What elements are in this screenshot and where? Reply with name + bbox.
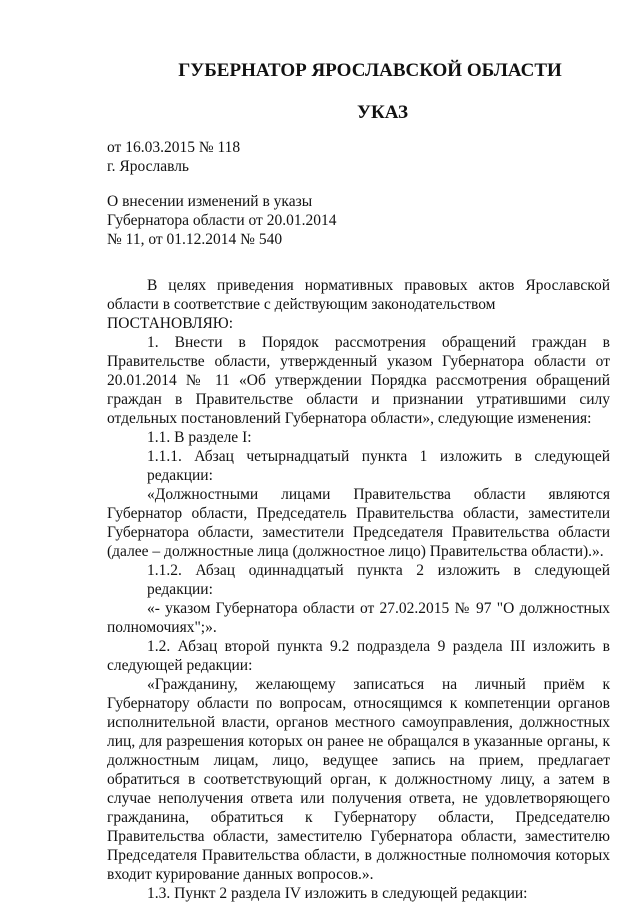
document-subject-line: О внесении изменений в указы bbox=[107, 193, 313, 210]
document-body bbox=[107, 276, 610, 903]
item-1-1-1-text: «Должностными лицами Правительства области являются Губернатор области, Председатель Правительства области, заместители Губернатора области, заместители Председателя Правительства области (далее – должностные лица (должностное лицо) Правительства области).». bbox=[107, 486, 610, 560]
item-1-1: 1.1. В разделе I: bbox=[147, 429, 252, 446]
item-1-1-2-text: «- указом Губернатора области от 27.02.2015 № 97 "О должностных полномочиях";». bbox=[107, 600, 610, 636]
document-city: г. Ярославль bbox=[107, 158, 189, 175]
item-1-3: 1.3. Пункт 2 раздела IV изложить в следующей редакции: bbox=[147, 885, 528, 902]
document-type: УКАЗ bbox=[357, 102, 408, 123]
document-subject-line: № 11, от 01.12.2014 № 540 bbox=[107, 231, 283, 248]
document-date-number: от 16.03.2015 № 118 bbox=[107, 139, 241, 156]
item-1-2-text: «Гражданину, желающему записаться на личный приём к Губернатору области по вопросам, относящимся к компетенции органов исполнительной власти, органов местного самоуправления, должностных лиц, для разрешения которых он ранее не обращался в указанные органы, к должностным лицам, лицо, ведущее запись на прием, предлагает обратиться в соответствующий орган, к должностному лицу, а затем в случае неполучения ответа или получения ответа, не удовлетворяющего гражданина, обратиться к Губернатору области, Председателю Правительства области, заместителю Губернатора области, заместителю Председателя Правительства области, в должностные полномочия которых входит курирование данных вопросов.». bbox=[107, 676, 610, 883]
item-1-2: 1.2. Абзац второй пункта 9.2 подраздела 9 раздела III изложить в следующей редакции: bbox=[107, 638, 610, 674]
document-title: ГУБЕРНАТОР ЯРОСЛАВСКОЙ ОБЛАСТИ bbox=[178, 60, 562, 81]
item-1-1-2: 1.1.2. Абзац одиннадцатый пункта 2 изложить в следующей редакции: bbox=[147, 562, 610, 598]
decree-keyword: ПОСТАНОВЛЯЮ: bbox=[107, 315, 234, 332]
item-1-1-1: 1.1.1. Абзац четырнадцатый пункта 1 изложить в следующей редакции: bbox=[147, 448, 610, 484]
preamble-paragraph: В целях приведения нормативных правовых актов Ярославской области в соответствие с действующим законодательством bbox=[107, 277, 610, 313]
item-1: 1. Внести в Порядок рассмотрения обращений граждан в Правительстве области, утвержденный указом Губернатора области от 20.01.2014 № 11 «Об утверждении Порядка рассмотрения обращений граждан в Правительстве области и признании утратившими силу отдельных постановлений Губернатора области», следующие изменения: bbox=[107, 334, 610, 427]
document-subject-line: Губернатора области от 20.01.2014 bbox=[107, 212, 337, 229]
